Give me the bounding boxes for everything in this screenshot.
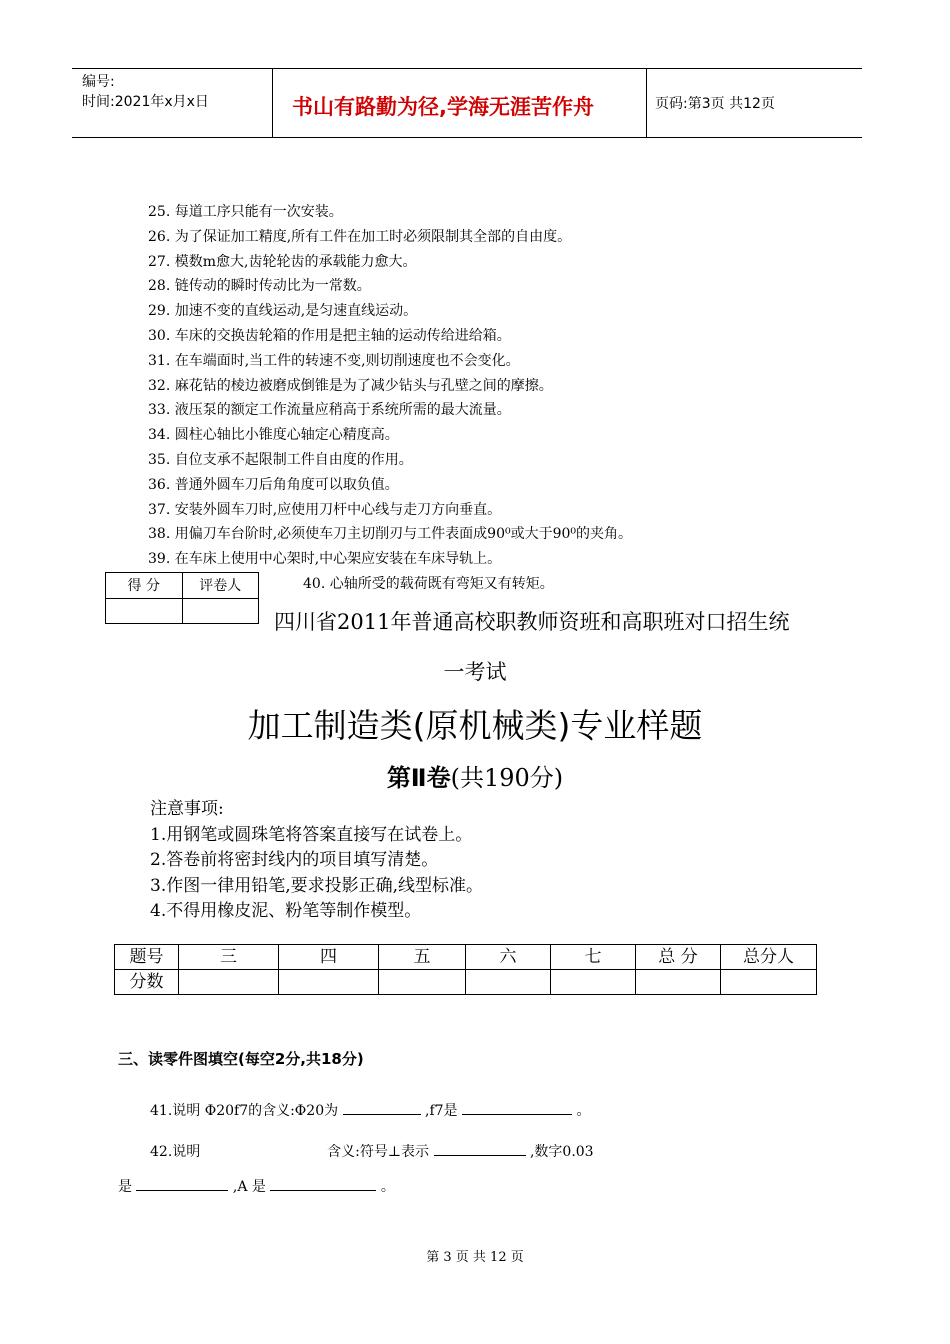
paper-title-rest: (共190分) bbox=[450, 764, 564, 792]
section-title: 三、读零件图填空(每空2分,共18分) bbox=[118, 1050, 364, 1068]
answer-blank[interactable] bbox=[343, 1100, 421, 1115]
q42-text-f: 。 bbox=[380, 1179, 395, 1195]
answer-blank[interactable] bbox=[270, 1176, 376, 1191]
grade-header: 总分人 bbox=[721, 945, 817, 970]
exam-title-line1b: 一考试 bbox=[443, 660, 507, 684]
grade-header: 题号 bbox=[115, 945, 179, 970]
q42-text-e: ,A 是 bbox=[232, 1179, 266, 1195]
question-list bbox=[148, 200, 632, 572]
notes-section bbox=[150, 797, 483, 925]
score-label: 得 分 bbox=[106, 573, 183, 599]
score-cell[interactable] bbox=[106, 598, 183, 624]
number-label: 编号: bbox=[82, 74, 115, 90]
question-item: 38. 用偏刀车台阶时,必须使车刀主切削刃与工件表面成90⁰或大于90⁰的夹角。 bbox=[148, 526, 633, 543]
question-item: 25. 每道工序只能有一次安装。 bbox=[148, 204, 343, 220]
question-41 bbox=[150, 1100, 590, 1120]
note-line: 3.作图一律用铅笔,要求投影正确,线型标准。 bbox=[150, 875, 484, 896]
q42-text-a: 42.说明 bbox=[150, 1144, 201, 1160]
exam-title-line1: 四川省2011年普通高校职教师资班和高职班对口招生统 bbox=[274, 610, 790, 634]
grade-cell[interactable] bbox=[721, 970, 817, 995]
grade-cell[interactable] bbox=[279, 970, 379, 995]
paper-title bbox=[0, 758, 950, 793]
q42-text-d: 是 bbox=[118, 1179, 132, 1195]
question-item: 39. 在车床上使用中心架时,中心架应安装在车床导轨上。 bbox=[148, 551, 502, 568]
page-info: 页码:第3页 共12页 bbox=[655, 96, 775, 112]
grade-cell[interactable] bbox=[179, 970, 279, 995]
question-item: 33. 液压泵的额定工作流量应稍高于系统所需的最大流量。 bbox=[148, 402, 511, 419]
exam-main-title: 加工制造类(原机械类)专业样题 bbox=[247, 706, 703, 745]
grade-header: 总 分 bbox=[636, 945, 721, 970]
q41-text-a: 41.说明 Φ20f7的含义:Φ20为 bbox=[150, 1103, 339, 1119]
question-item: 40. 心轴所受的载荷既有弯矩又有转矩。 bbox=[303, 576, 554, 592]
grade-table bbox=[114, 944, 817, 995]
answer-blank[interactable] bbox=[434, 1141, 526, 1156]
question-item: 35. 自位支承不起限制工件自由度的作用。 bbox=[148, 451, 413, 468]
question-item: 30. 车床的交换齿轮箱的作用是把主轴的运动传给进给箱。 bbox=[148, 327, 511, 344]
grade-header: 七 bbox=[551, 945, 636, 970]
grade-header-row bbox=[115, 945, 817, 970]
paper-title-bold: 第Ⅱ卷 bbox=[386, 764, 451, 792]
grade-score-row bbox=[115, 970, 817, 995]
question-item: 32. 麻花钻的棱边被磨成倒锥是为了减少钻头与孔壁之间的摩擦。 bbox=[148, 377, 553, 394]
grade-cell[interactable] bbox=[636, 970, 721, 995]
answer-blank[interactable] bbox=[136, 1176, 228, 1191]
question-item: 34. 圆柱心轴比小锥度心轴定心精度高。 bbox=[148, 427, 399, 444]
grade-header: 三 bbox=[179, 945, 279, 970]
question-item: 27. 模数m愈大,齿轮轮齿的承载能力愈大。 bbox=[148, 253, 417, 270]
note-line: 4.不得用橡皮泥、粉笔等制作模型。 bbox=[150, 901, 422, 921]
answer-blank[interactable] bbox=[462, 1100, 572, 1115]
note-line: 2.答卷前将密封线内的项目填写清楚。 bbox=[150, 850, 439, 870]
page-footer: 第 3 页 共 12 页 bbox=[426, 1250, 524, 1265]
q41-text-b: ,f7是 bbox=[425, 1103, 458, 1119]
q42-text-b: 含义:符号⊥表示 bbox=[327, 1144, 430, 1160]
score-box bbox=[105, 572, 259, 624]
grade-cell[interactable] bbox=[466, 970, 551, 995]
note-line: 1.用钢笔或圆珠笔将答案直接写在试卷上。 bbox=[150, 824, 473, 845]
question-42 bbox=[150, 1141, 594, 1161]
grade-header: 六 bbox=[466, 945, 551, 970]
grade-header: 四 bbox=[279, 945, 379, 970]
question-item: 37. 安装外圆车刀时,应使用刀杆中心线与走刀方向垂直。 bbox=[148, 501, 502, 518]
question-item: 26. 为了保证加工精度,所有工件在加工时必须限制其全部的自由度。 bbox=[148, 228, 572, 245]
notes-heading: 注意事项: bbox=[150, 799, 224, 819]
question-42-cont bbox=[118, 1176, 395, 1196]
grade-row-label: 分数 bbox=[115, 970, 179, 995]
question-item: 31. 在车端面时,当工件的转速不变,则切削速度也不会变化。 bbox=[148, 352, 520, 369]
question-item: 29. 加速不变的直线运动,是匀速直线运动。 bbox=[148, 303, 418, 320]
question-item: 36. 普通外圆车刀后角角度可以取负值。 bbox=[148, 476, 399, 493]
header-right-cell bbox=[646, 69, 863, 137]
motto: 书山有路勤为径,学海无涯苦作舟 bbox=[292, 95, 594, 119]
q41-text-c: 。 bbox=[576, 1103, 591, 1119]
grade-cell[interactable] bbox=[379, 970, 466, 995]
grader-label: 评卷人 bbox=[182, 573, 259, 599]
grade-cell[interactable] bbox=[551, 970, 636, 995]
page-header bbox=[72, 68, 862, 138]
q42-text-c: ,数字0.03 bbox=[529, 1144, 594, 1160]
question-item: 28. 链传动的瞬时传动比为一常数。 bbox=[148, 278, 371, 295]
grader-cell[interactable] bbox=[182, 598, 259, 624]
grade-header: 五 bbox=[379, 945, 466, 970]
time-label: 时间:2021年x月x日 bbox=[82, 94, 209, 110]
header-left-cell bbox=[72, 69, 273, 137]
